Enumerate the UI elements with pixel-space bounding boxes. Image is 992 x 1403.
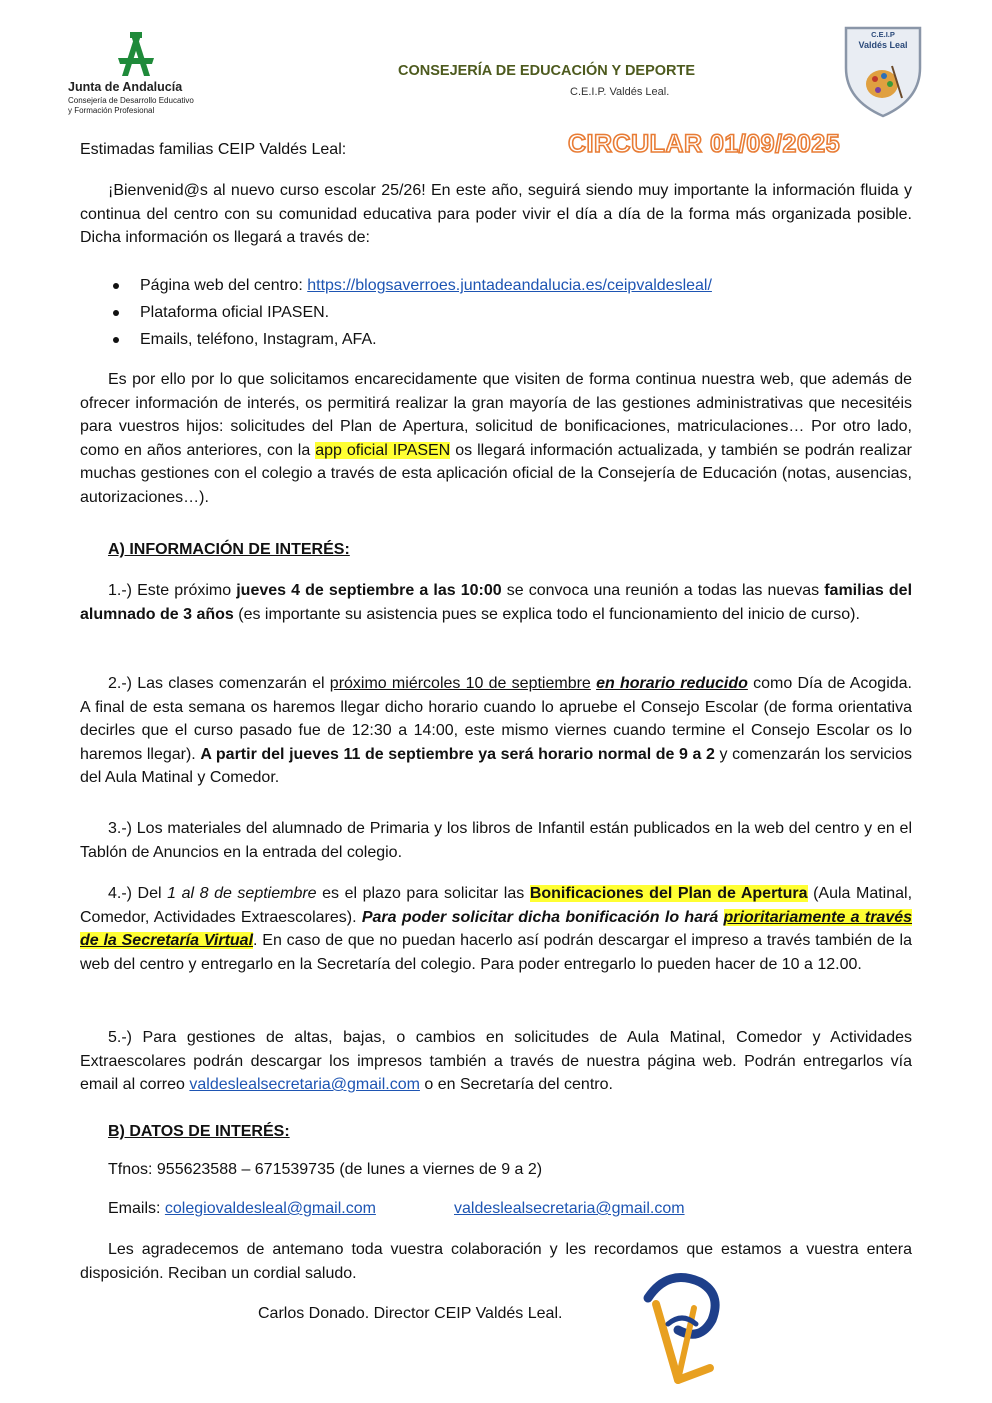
secretaria-email-link[interactable]: valdeslealsecretaria@gmail.com	[189, 1076, 420, 1093]
item-5-text: 5.-) Para gestiones de altas, bajas, o cambios en solicitudes de Aula Matinal, Comedor y Actividades Extraescolares podrán descargar los impresos también a través de nuestra página web. Podrán entregarlos vía email al correo	[80, 1029, 912, 1093]
item-1-audience: familias del alumnado de 3 años	[80, 582, 913, 623]
ja-subtitle-line1: Consejería de Desarrollo Educativo	[68, 96, 194, 105]
ja-name: Junta de Andalucía	[68, 80, 183, 94]
item-2-text: como Día de Acogida. A final de esta semana os haremos llegar dicho horario cuando lo apruebe el Consejo Escolar (de forma orientativa decirles que el curso pasado fue de 12:30 a 14:00, este mismo viernes cuando termine el Consejo Escolar os lo haremos llegar).	[80, 675, 912, 763]
item-5-text: o en Secretaría del centro.	[419, 1076, 613, 1093]
ja-subtitle	[68, 96, 194, 115]
item-4-secretaria-highlight: prioritariamente a través de la Secretaría Virtual	[80, 908, 913, 949]
item-2-text: y comenzarán los servicios del Aula Matinal y Comedor.	[80, 745, 913, 786]
list-item: Emails, teléfono, Instagram, AFA.	[80, 326, 712, 353]
item-1-date: jueves 4 de septiembre a las 10:00	[236, 582, 502, 599]
list-item-label: Página web del centro:	[140, 277, 308, 294]
item-4-bold-italic: Para poder solicitar dicha bonificación lo hará	[361, 908, 724, 926]
section-a-heading: A) INFORMACIÓN DE INTERÉS:	[108, 541, 350, 558]
item-2-reduced-hours: en horario reducido	[596, 675, 748, 692]
header-subtitle: C.E.I.P. Valdés Leal.	[570, 86, 670, 98]
circular-title: CIRCULAR 01/09/2025	[568, 130, 841, 158]
ipasen-highlight: app oficial IPASEN	[315, 441, 451, 459]
web-paragraph-part2: os llegará información actualizada, y también se podrán realizar muchas gestiones con el colegio a través de esta aplicación oficial de la Consejería de Educación (notas, ausencias, autorizaciones…).	[80, 441, 912, 506]
item-2-start-date: próximo miércoles 10 de septiembre	[329, 675, 591, 692]
emails-line-2	[454, 1200, 685, 1218]
junta-andalucia-emblem-icon	[108, 30, 164, 78]
intro-paragraph: ¡Bienvenid@s al nuevo curso escolar 25/26! En este año, seguirá siendo muy importante la información fluida y continua del centro con su comunidad educativa para poder vivir el día a día de la forma más organizada posible. Dicha información os llegará a través de:	[80, 182, 912, 246]
emails-label: Emails:	[108, 1200, 165, 1217]
item-4-text: es el plazo para solicitar las	[316, 885, 530, 902]
school-logo-name: Valdés Leal	[858, 40, 908, 50]
section-b-heading: B) DATOS DE INTERÉS:	[108, 1123, 290, 1140]
school-logo-top: C.E.I.P	[871, 30, 895, 39]
item-2-normal-hours: A partir del jueves 11 de septiembre ya será horario normal de 9 a 2	[200, 745, 715, 763]
item-4-period: 1 al 8 de septiembre	[167, 885, 317, 902]
school-email-link[interactable]: colegiovaldesleal@gmail.com	[164, 1200, 376, 1217]
item-1-text: 1.-) Este próximo	[108, 582, 237, 599]
header-title: CONSEJERÍA DE EDUCACIÓN Y DEPORTE	[398, 63, 696, 79]
ja-subtitle-line2: y Formación Profesional	[68, 105, 155, 115]
item-4-text: 4.-) Del	[108, 885, 168, 902]
list-item	[80, 272, 712, 299]
closing-paragraph: Les agradecemos de antemano toda vuestra colaboración y les recordamos que estamos a vuestra entera disposición. Reciban un cordial saludo.	[80, 1241, 912, 1282]
junta-andalucia-logo	[68, 30, 218, 120]
item-1-text: se convoca una reunión a todas las nuevas	[501, 582, 825, 599]
list-item: Plataforma oficial IPASEN.	[80, 299, 712, 326]
item-2-text: 2.-) Las clases comenzarán el	[108, 675, 330, 692]
ceip-valdes-leal-logo	[842, 24, 924, 118]
web-paragraph-part1: Es por ello por lo que solicitamos encarecidamente que visiten de forma continua nuestra web, que además de ofrecer información de interés, os permitirá realizar la gran mayoría de las gestiones administrativas que necesitéis para vuestros hijos: solicitudes del Plan de Apertura, solicitud de bonificaciones, matriculaciones… Por otro lado, como en años anteriores, con la	[80, 371, 912, 459]
web-paragraph	[80, 368, 912, 509]
vl-monogram-icon	[638, 1268, 728, 1398]
item-4-paragraph	[80, 882, 912, 976]
item-4-text: (Aula Matinal, Comedor, Actividades Extraescolares).	[80, 885, 913, 926]
item-1-paragraph	[80, 579, 912, 626]
info-channels-list	[80, 272, 712, 353]
vl-school-logo	[638, 1268, 728, 1398]
secretaria-email-link-2[interactable]: valdeslealsecretaria@gmail.com	[454, 1200, 685, 1217]
item-3-paragraph: 3.-) Los materiales del alumnado de Primaria y los libros de Infantil están publicados en la web del centro y en el Tablón de Anuncios en la entrada del colegio.	[80, 820, 912, 861]
item-1-text: (es importante su asistencia pues se explica todo el funcionamiento del inicio de curso).	[233, 605, 860, 623]
emails-line	[108, 1200, 376, 1218]
greeting: Estimadas familias CEIP Valdés Leal:	[80, 141, 347, 158]
item-4-bonificaciones-highlight: Bonificaciones del Plan de Apertura	[529, 885, 808, 902]
phones-line: Tfnos: 955623588 – 671539735 (de lunes a viernes de 9 a 2)	[108, 1161, 543, 1178]
signature: Carlos Donado. Director CEIP Valdés Leal.	[258, 1305, 563, 1322]
item-2-paragraph	[80, 672, 912, 790]
item-5-paragraph	[80, 1026, 912, 1097]
item-4-text: . En caso de que no puedan hacerlo así podrán descargar el impreso a través también de la web del centro y entregarlo en la Secretaría del colegio. Para poder entregarlo lo pueden hacer de 10 a 12.00.	[80, 932, 913, 973]
website-link[interactable]: https://blogsaverroes.juntadeandalucia.es/ceipvaldesleal/	[307, 277, 712, 294]
